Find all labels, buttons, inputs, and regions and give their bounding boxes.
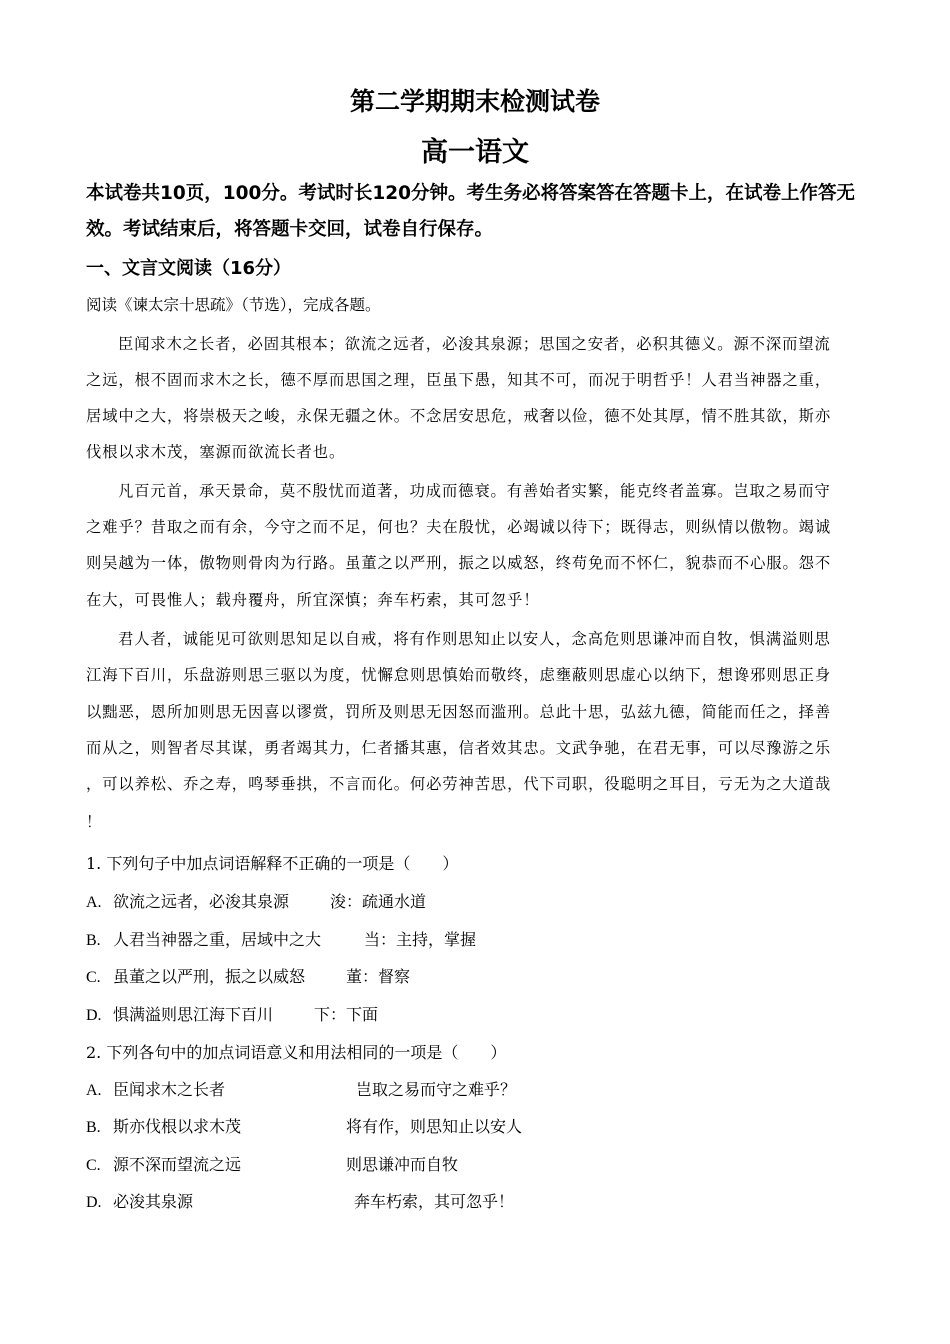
passage-line: 之难乎？昔取之而有余，今守之而不足，何也？夫在殷忧，必竭诚以待下；既得志，则纵情以傲物。竭诚 [86,518,832,536]
passage-line: ，可以养松、乔之寿，鸣琴垂拱，不言而化。何必劳神苦思，代下司职，役聪明之耳目，亏无为之大道哉 [86,775,832,793]
passage-line: 臣闻求木之长者，必固其根本；欲流之远者，必浚其泉源；思国之安者，必积其德义。源不深而望流 [118,335,831,353]
option-explanation: 奔车朽索，其可忽乎！ [354,1192,515,1211]
passage-line: 君人者，诚能见可欲则思知足以自戒，将有作则思知止以安人，念高危则思谦冲而自牧，惧满溢则思 [118,630,831,648]
passage-line: 以黜恶，恩所加则思无因喜以谬赏，罚所及则思无因怒而滥刑。总此十思，弘兹九德，简能而任之，择善 [86,703,832,721]
option-explanation: 岂取之易而守之难乎？ [356,1080,517,1099]
option-explanation: 下：下面 [314,1005,379,1024]
option-explanation: 将有作，则思知止以安人 [346,1117,523,1136]
option-explanation: 当：主持，掌握 [364,930,477,949]
question-2-option-c [86,1152,459,1175]
passage-line: 之远，根不固而求木之长，德不厚而思国之理，臣虽下愚，知其不可，而况于明哲乎！人君当神器之重， [86,371,832,389]
passage-line: 凡百元首，承天景命，莫不殷忧而道著，功成而德衰。有善始者实繁，能克终者盖寡。岂取之易而守 [118,482,831,500]
exam-subtitle: 高一语文 [421,137,529,168]
question-2-option-d [86,1189,515,1212]
question-1-option-d [86,1002,379,1025]
option-text: 人君当神器之重，居域中之大 [113,930,322,949]
option-letter: A. [86,1082,102,1099]
option-letter: C. [86,1157,101,1174]
option-explanation: 浚：疏通水道 [330,892,427,911]
option-text: 惧满溢则思江海下百川 [113,1005,274,1024]
passage-line: 在大，可畏惟人；载舟覆舟，所宜深慎；奔车朽索，其可忽乎！ [86,591,540,609]
passage-line: 而从之，则智者尽其谋，勇者竭其力，仁者播其惠，信者效其忠。文武争驰，在君无事，可以尽豫游之乐 [86,739,832,757]
notice-line-1: 本试卷共10页，100分。考试时长120分钟。考生务必将答案答在答题卡上，在试卷上作答无 [86,183,855,204]
passage-line: ！ [86,813,103,831]
option-text: 必浚其泉源 [113,1192,194,1211]
passage-line: 则吴越为一体，傲物则骨肉为行路。虽董之以严刑，振之以威怒，终苟免而不怀仁，貌恭而不心服。怨不 [86,554,832,572]
question-1-option-a [86,889,427,912]
question-2-option-b [86,1114,523,1137]
question-2-option-a [86,1077,517,1100]
option-letter: C. [86,969,101,986]
option-explanation: 董：督察 [346,967,411,986]
option-letter: D. [86,1007,102,1024]
option-letter: B. [86,932,101,949]
option-letter: D. [86,1194,102,1211]
option-letter: A. [86,894,102,911]
option-explanation: 则思谦冲而自牧 [346,1155,459,1174]
notice-line-2: 效。考试结束后，将答题卡交回，试卷自行保存。 [86,219,494,240]
section-intro: 阅读《谏太宗十思疏》（节选），完成各题。 [86,296,381,314]
exam-title: 第二学期期末检测试卷 [349,87,600,116]
question-2-stem: 2. 下列各句中的加点词语意义和用法相同的一项是（ ） [86,1043,507,1062]
option-text: 欲流之远者，必浚其泉源 [113,892,290,911]
question-1-stem: 1. 下列句子中加点词语解释不正确的一项是（ ） [86,854,459,873]
option-text: 斯亦伐根以求木茂 [113,1117,242,1136]
option-letter: B. [86,1119,101,1136]
option-text: 臣闻求木之长者 [113,1080,226,1099]
passage-line: 江海下百川，乐盘游则思三驱以为度，忧懈怠则思慎始而敬终，虑壅蔽则思虚心以纳下，想谗邪则思正身 [86,666,832,684]
question-1-option-c [86,964,411,987]
question-1-option-b [86,927,477,950]
section-heading: 一、文言文阅读（16分） [86,258,292,279]
option-text: 虽董之以严刑，振之以威怒 [113,967,306,986]
passage-line: 居域中之大，将崇极天之峻，永保无疆之休。不念居安思危，戒奢以俭，德不处其厚，情不胜其欲，斯亦 [86,407,832,425]
passage-line: 伐根以求木茂，塞源而欲流长者也。 [86,443,346,461]
option-text: 源不深而望流之远 [113,1155,242,1174]
